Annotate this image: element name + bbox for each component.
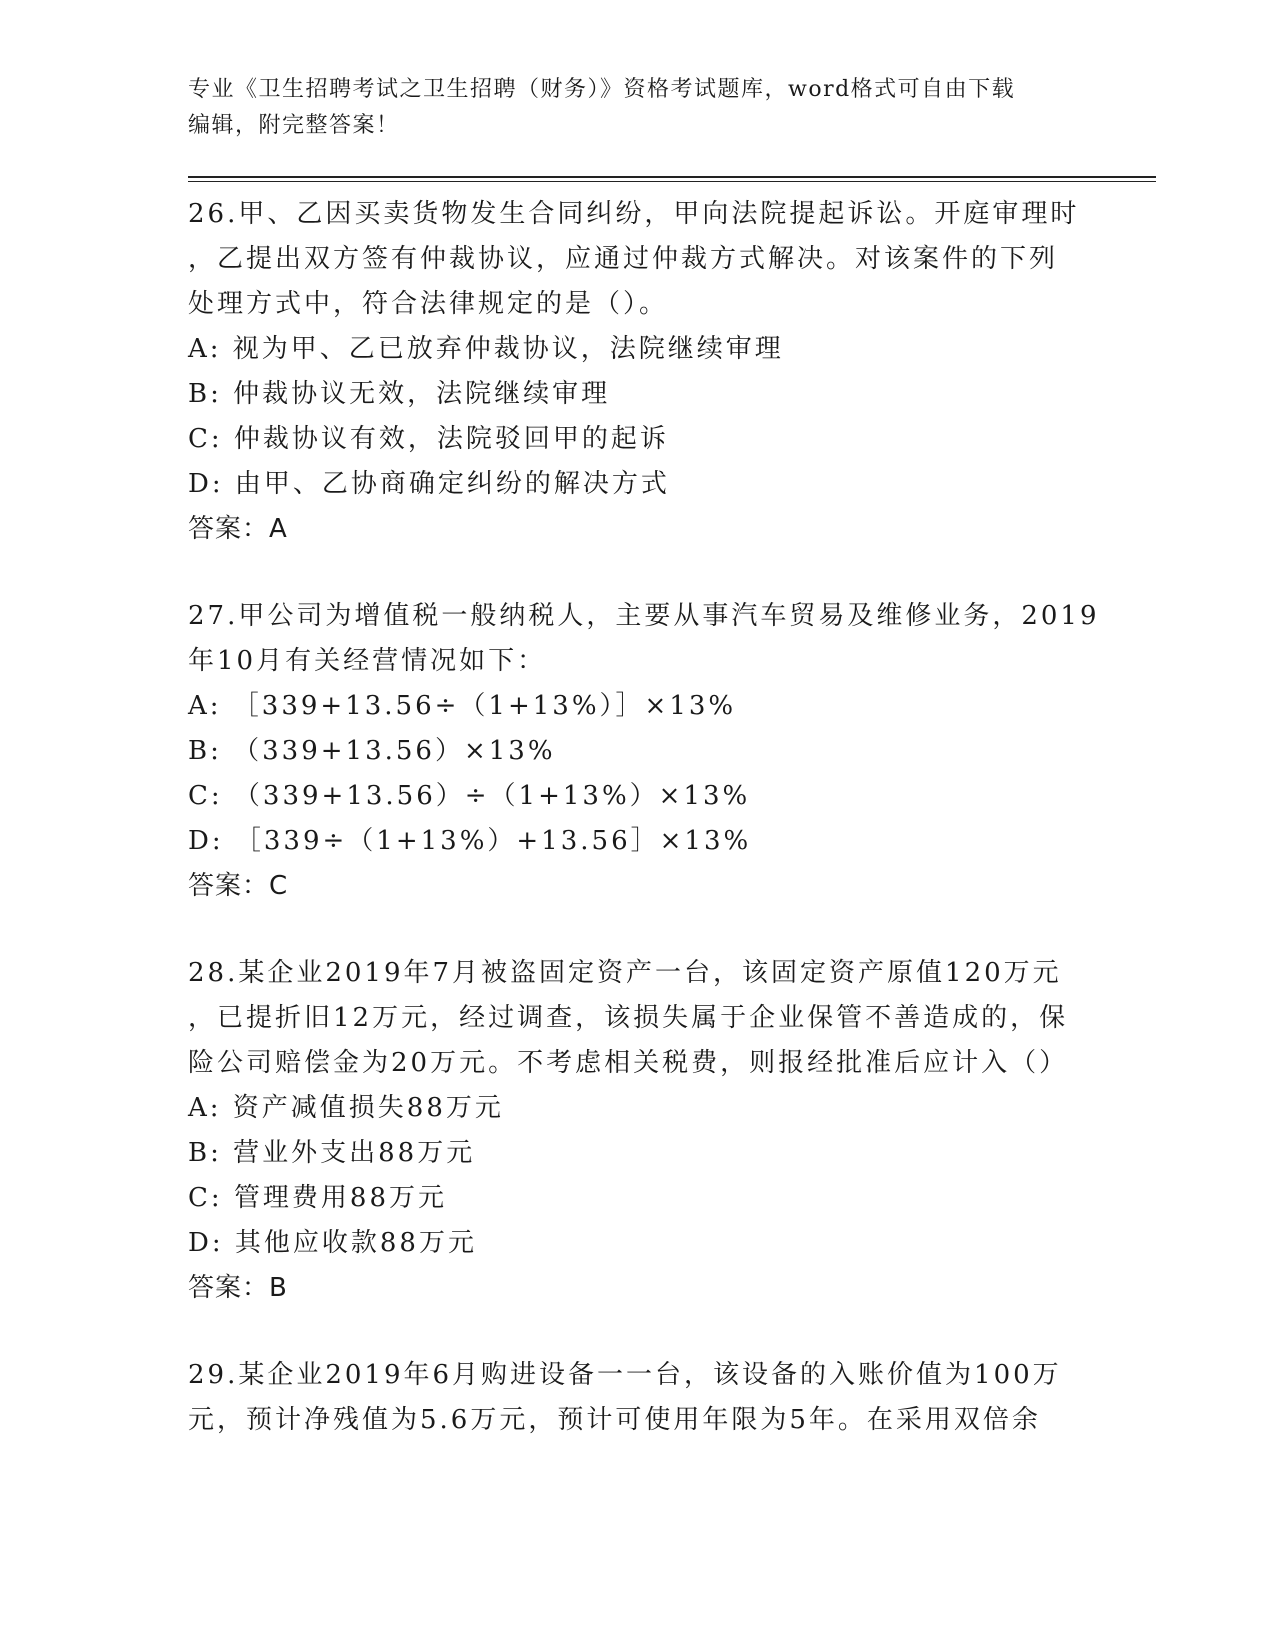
header-rule-thick (188, 176, 1156, 178)
question-stem-line: 27.甲公司为增值税一般纳税人，主要从事汽车贸易及维修业务，2019 (188, 601, 1100, 631)
option-a: A: ［339+13.56÷（1+13%）］×13% (188, 691, 737, 721)
document-header (188, 72, 1088, 144)
question-stem-line: 险公司赔偿金为20万元。不考虑相关税费，则报经批准后应计入（） (188, 1048, 1069, 1078)
header-rule-thin (188, 181, 1156, 182)
answer: 答案：B (188, 1273, 288, 1303)
question-stem-line: 29.某企业2019年6月购进设备一一台，该设备的入账价值为100万 (188, 1360, 1062, 1390)
question-26 (188, 192, 1108, 552)
option-b: B: 营业外支出88万元 (188, 1138, 476, 1168)
question-27 (188, 594, 1108, 909)
option-c: C: （339+13.56）÷（1+13%）×13% (188, 781, 751, 811)
header-line-1: 专业《卫生招聘考试之卫生招聘（财务）》资格考试题库，word格式可自由下载 (188, 77, 1016, 102)
option-d: D: 其他应收款88万元 (188, 1228, 477, 1258)
question-stem-line: 年10月有关经营情况如下： (188, 646, 547, 676)
answer: 答案：C (188, 871, 289, 901)
option-d: D: ［339÷（1+13%）+13.56］×13% (188, 826, 752, 856)
option-b: B: （339+13.56）×13% (188, 736, 556, 766)
question-list (188, 192, 1108, 1443)
question-stem-line: 元，预计净残值为5.6万元，预计可使用年限为5年。在采用双倍余 (188, 1405, 1041, 1435)
question-29 (188, 1353, 1108, 1443)
option-c: C: 仲裁协议有效，法院驳回甲的起诉 (188, 424, 669, 454)
option-b: B: 仲裁协议无效，法院继续审理 (188, 379, 611, 409)
option-c: C: 管理费用88万元 (188, 1183, 448, 1213)
question-stem-line: 处理方式中，符合法律规定的是（）。 (188, 289, 669, 319)
answer: 答案：A (188, 514, 288, 544)
question-28 (188, 951, 1108, 1311)
option-a: A: 资产减值损失88万元 (188, 1093, 504, 1123)
option-a: A: 视为甲、乙已放弃仲裁协议，法院继续审理 (188, 334, 784, 364)
option-d: D: 由甲、乙协商确定纠纷的解决方式 (188, 469, 670, 499)
question-stem-line: 28.某企业2019年7月被盗固定资产一台，该固定资产原值120万元 (188, 958, 1062, 988)
header-line-2: 编辑，附完整答案！ (188, 113, 400, 138)
question-stem-line: 26.甲、乙因买卖货物发生合同纠纷，甲向法院提起诉讼。开庭审理时 (188, 199, 1080, 229)
question-stem-line: ，乙提出双方签有仲裁协议，应通过仲裁方式解决。对该案件的下列 (188, 244, 1059, 274)
question-stem-line: ，已提折旧12万元，经过调查，该损失属于企业保管不善造成的，保 (188, 1003, 1069, 1033)
